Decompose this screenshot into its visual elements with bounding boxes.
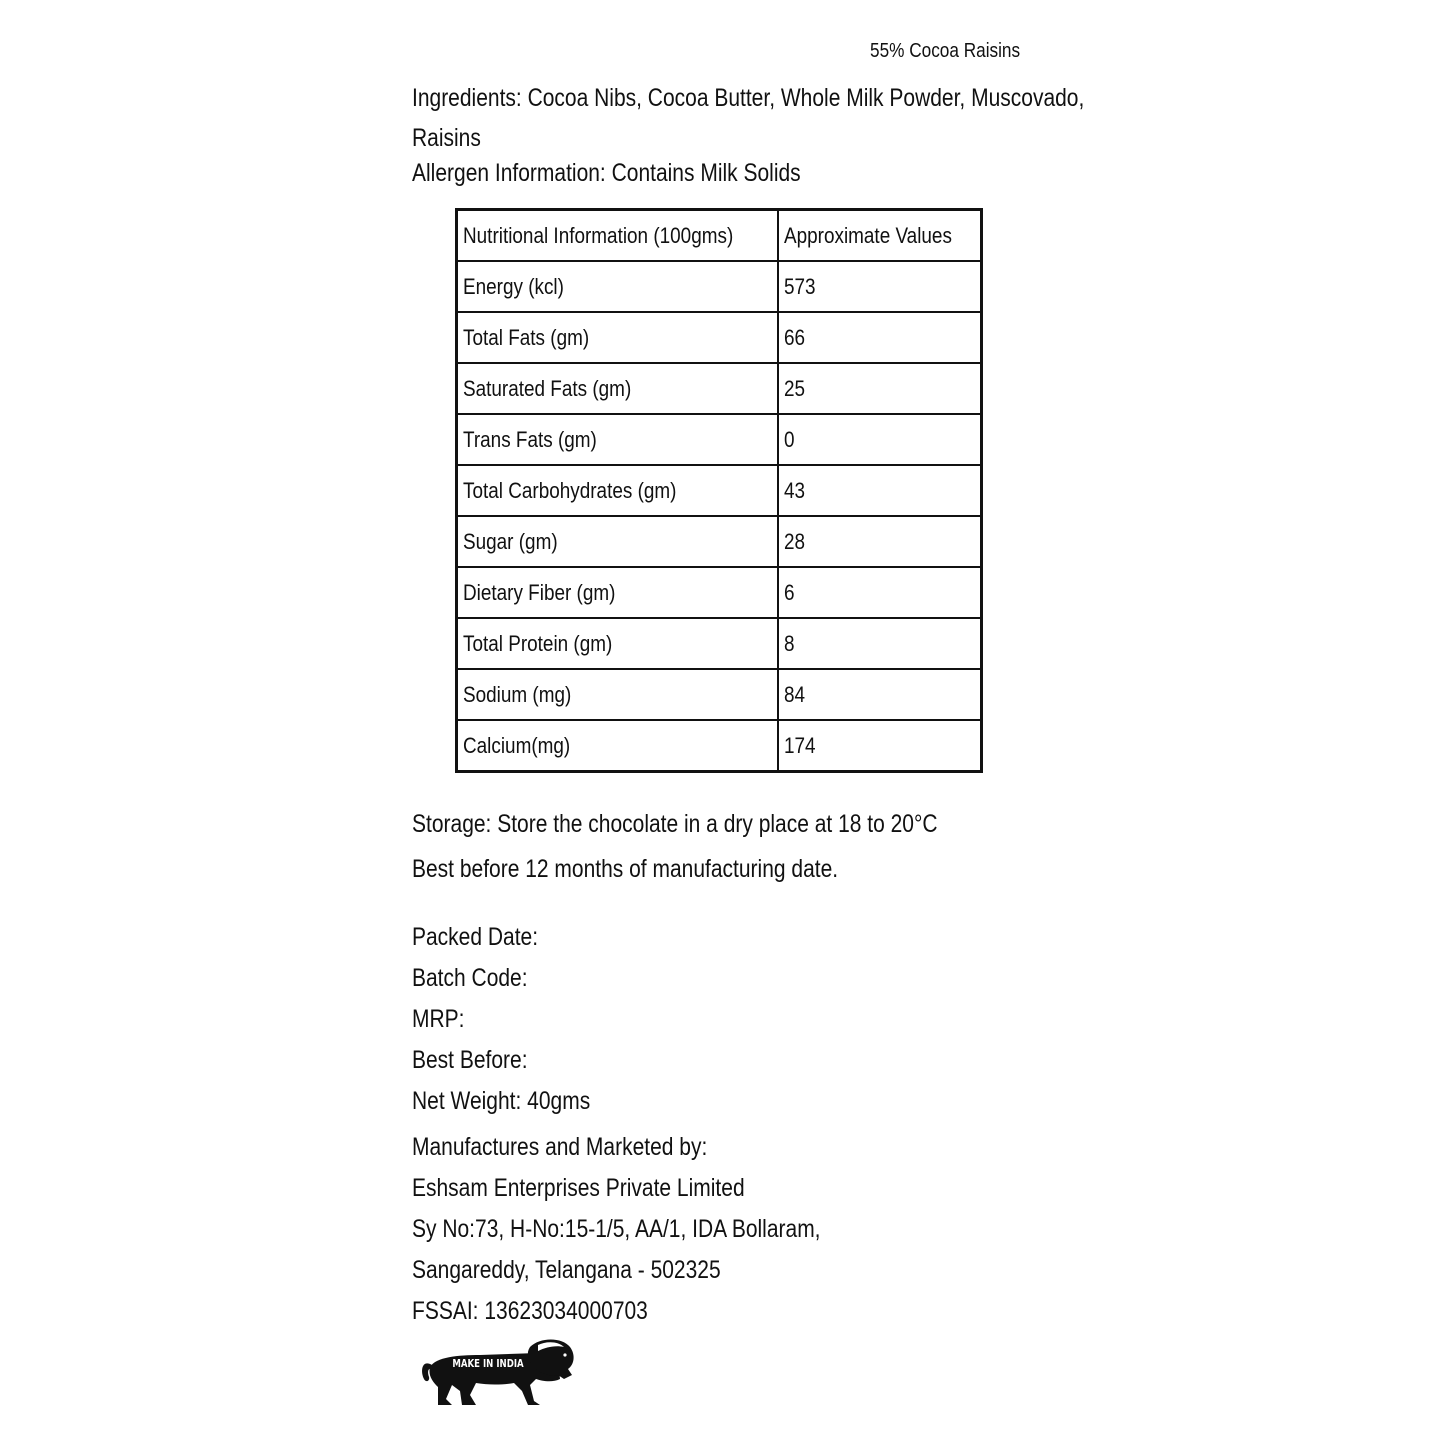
fssai-number: FSSAI: 13623034000703	[412, 1297, 648, 1325]
row-label: Sodium (mg)	[457, 669, 779, 720]
row-value: 25	[778, 363, 981, 414]
nutrition-table	[455, 208, 983, 773]
row-label: Total Fats (gm)	[457, 312, 779, 363]
manufacturer-name: Eshsam Enterprises Private Limited	[412, 1174, 745, 1202]
table-row	[457, 720, 982, 772]
row-label: Total Carbohydrates (gm)	[457, 465, 779, 516]
row-value: 28	[778, 516, 981, 567]
row-value: 6	[778, 567, 981, 618]
net-weight: Net Weight: 40gms	[412, 1087, 591, 1115]
row-label: Saturated Fats (gm)	[457, 363, 779, 414]
table-row	[457, 261, 982, 312]
row-value: 174	[778, 720, 981, 772]
make-in-india-text: MAKE IN INDIA	[452, 1358, 524, 1371]
table-row	[457, 414, 982, 465]
packed-date-label: Packed Date:	[412, 923, 539, 951]
header-value-cell: Approximate Values	[778, 210, 981, 262]
ingredients-line-1: Ingredients: Cocoa Nibs, Cocoa Butter, Whole Milk Powder, Muscovado,	[412, 84, 1085, 112]
allergen-info: Allergen Information: Contains Milk Solids	[412, 159, 801, 187]
table-row	[457, 618, 982, 669]
make-in-india-lion-icon	[418, 1335, 578, 1410]
batch-code-label: Batch Code:	[412, 964, 528, 992]
table-row	[457, 669, 982, 720]
row-value: 66	[778, 312, 981, 363]
row-label: Total Protein (gm)	[457, 618, 779, 669]
row-value: 8	[778, 618, 981, 669]
table-row	[457, 465, 982, 516]
row-label: Trans Fats (gm)	[457, 414, 779, 465]
header-label-cell: Nutritional Information (100gms)	[457, 210, 779, 262]
row-value: 84	[778, 669, 981, 720]
table-header-row	[457, 210, 982, 262]
row-label: Dietary Fiber (gm)	[457, 567, 779, 618]
best-before-note: Best before 12 months of manufacturing date.	[412, 855, 839, 883]
row-value: 573	[778, 261, 981, 312]
table-row	[457, 363, 982, 414]
product-name: 55% Cocoa Raisins	[870, 40, 1021, 62]
storage-info: Storage: Store the chocolate in a dry place at 18 to 20°C	[412, 810, 938, 838]
manufacturer-heading: Manufactures and Marketed by:	[412, 1133, 708, 1161]
row-value: 43	[778, 465, 981, 516]
manufacturer-address-2: Sangareddy, Telangana - 502325	[412, 1256, 721, 1284]
table-row	[457, 312, 982, 363]
row-value: 0	[778, 414, 981, 465]
row-label: Sugar (gm)	[457, 516, 779, 567]
best-before-label: Best Before:	[412, 1046, 528, 1074]
ingredients-line-2: Raisins	[412, 124, 481, 152]
row-label: Energy (kcl)	[457, 261, 779, 312]
manufacturer-address-1: Sy No:73, H-No:15-1/5, AA/1, IDA Bollaram,	[412, 1215, 821, 1243]
mrp-label: MRP:	[412, 1005, 465, 1033]
row-label: Calcium(mg)	[457, 720, 779, 772]
table-row	[457, 567, 982, 618]
table-row	[457, 516, 982, 567]
